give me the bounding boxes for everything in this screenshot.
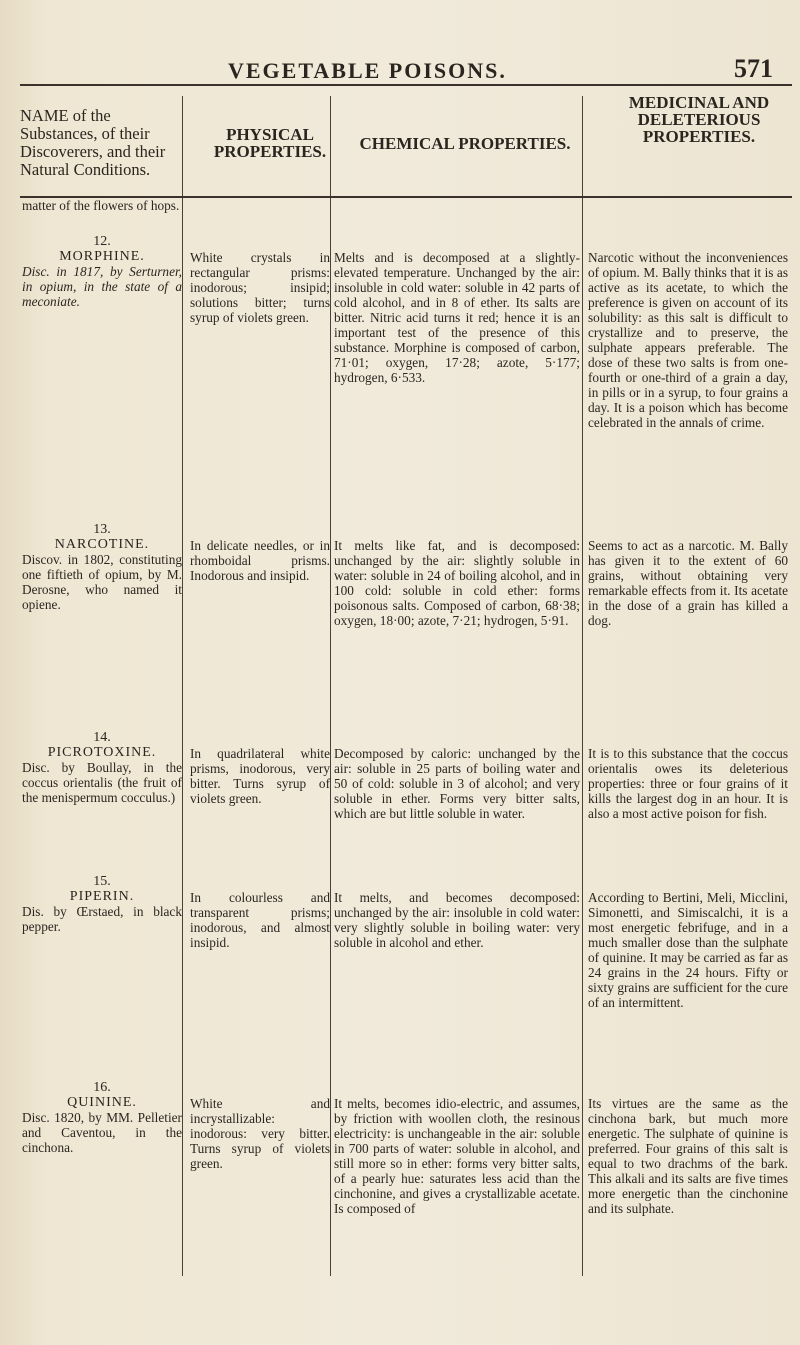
column-divider — [182, 96, 183, 1276]
entry-12-medicinal: Narcotic without the inconveniences of opium. M. Bally thinks that it is as active as its acetate, to which the preference is given on account of its solubility: as this salt is difficult to crystallize and to preserve, the sulphate appears preferable. The dose of these two salts is from one-fourth or one-third of a grain a day, in pills or in a syrup, to four grains a day. It is a poison which has become celebrated in the annals of crime. — [588, 250, 788, 430]
entry-13-physical: In delicate needles, or in rhomboidal prisms. Inodorous and insipid. — [190, 538, 330, 583]
entry-12-chemical: Melts and is decomposed at a slightly-elevated temperature. Unchanged by the air: insoluble in cold water: soluble in 42 parts of cold alcohol, and in 8 of ether. Its salts are bitter. Nitric acid turns it red; hence it is an important test of the presence of this substance. Morphine is composed of carbon, 71·01; oxygen, 17·28; azote, 5·177; hydrogen, 6·533. — [334, 250, 580, 385]
entry-14-physical: In quadrilateral white prisms, inodorous, very bitter. Turns syrup of violets green. — [190, 746, 330, 806]
entry-13-name: 13. NARCOTINE. Discov. in 1802, constituting one fiftieth of opium, by M. Derosne, who named it opiene. — [22, 522, 182, 612]
entry-13-medicinal: Seems to act as a narcotic. M. Bally has given it to the extent of 60 grains, without obtaining very remarkable effects from it. Its acetate in the dose of a grain has killed a dog. — [588, 538, 788, 628]
entry-16-physical: White and incrystallizable: inodorous: very bitter. Turns syrup of violets green. — [190, 1096, 330, 1171]
entry-15-physical: In colourless and transparent prisms; inodorous, and almost insipid. — [190, 890, 330, 950]
entry-16-chemical: It melts, becomes idio-electric, and assumes, by friction with woollen cloth, the resinous electricity: is unchangeable in the air: soluble in 700 parts of water: soluble in alcohol, and still more so in ether: forms very bitter salts, of a pearly hue: saturates less acid than the cinchonine, and gives a crystallizable acetate. Is composed of — [334, 1096, 580, 1216]
entry-14-name: 14. PICROTOXINE. Disc. by Boullay, in the coccus orientalis (the fruit of the menispermum cocculus.) — [22, 730, 182, 805]
column-divider — [330, 96, 331, 1276]
col-header-physical: PHYSICAL PROPERTIES. — [213, 125, 327, 161]
col-header-name: NAME of the Substances, of their Discoverers, and their Natural Conditions. — [20, 106, 166, 179]
col-header-medicinal: MEDICINAL AND DELETERIOUS PROPERTIES. — [628, 93, 770, 146]
entry-16-medicinal: Its virtues are the same as the cinchona bark, but much more energetic. The sulphate of quinine is preferred. Four grains of this salt is equal to two drachms of the bark. This alkali and its salts are five times more energetic than the cinchonine and its sulphate. — [588, 1096, 788, 1216]
entry-15-medicinal: According to Bertini, Meli, Micclini, Simonetti, and Simiscalchi, it is a most energetic febrifuge, and in a much smaller dose than the sulphate of quinine. It may be carried as far as 24 grains in the 24 hours. Fifty or sixty grains are sufficient for the cure of an intermittent. — [588, 890, 788, 1010]
entry-13-chemical: It melts like fat, and is decomposed: unchanged by the air: slightly soluble in water: soluble in 24 of boiling alcohol, and in 100 cold: soluble in cold ether: forms poisonous salts. Composed of carbon, 68·38; oxygen, 18·00; azote, 7·21; hydrogen, 5·91. — [334, 538, 580, 628]
entry-15-chemical: It melts, and becomes decomposed: unchanged by the air: insoluble in cold water: very slightly soluble in boiling water: very soluble in alcohol and ether. — [334, 890, 580, 950]
entry-15-name: 15. PIPERIN. Dis. by Œrstaed, in black pepper. — [22, 874, 182, 934]
entry-12-physical: White crystals in rectangular prisms: inodorous; insipid; solutions bitter; turns syrup of violets green. — [190, 250, 330, 325]
col-header-chemical: CHEMICAL PROPERTIES. — [359, 133, 571, 153]
entry-16-name: 16. QUININE. Disc. 1820, by MM. Pelletier and Caventou, in the cinchona. — [22, 1080, 182, 1155]
page-number: 571 — [734, 54, 773, 83]
entry-12-name: 12. MORPHINE. Disc. in 1817, by Serturner, in opium, in the state of a meconiate. — [22, 234, 182, 309]
page-title: VEGETABLE POISONS. — [228, 58, 507, 83]
table-header — [20, 90, 792, 196]
column-divider — [582, 96, 583, 1276]
entry-14-medicinal: It is to this substance that the coccus orientalis owes its deleterious properties: three or four grains of it kills the largest dog in an hour. It is also a most active poison for fish. — [588, 746, 788, 821]
top-rule — [20, 84, 792, 86]
entry-14-chemical: Decomposed by caloric: unchanged by the air: soluble in 25 parts of boiling water and 50 of cold: soluble in 3 of alcohol; and very soluble in ether. Forms very bitter salts, which are but little soluble in water. — [334, 746, 580, 821]
continuation-text: matter of the flowers of hops. — [22, 198, 180, 213]
